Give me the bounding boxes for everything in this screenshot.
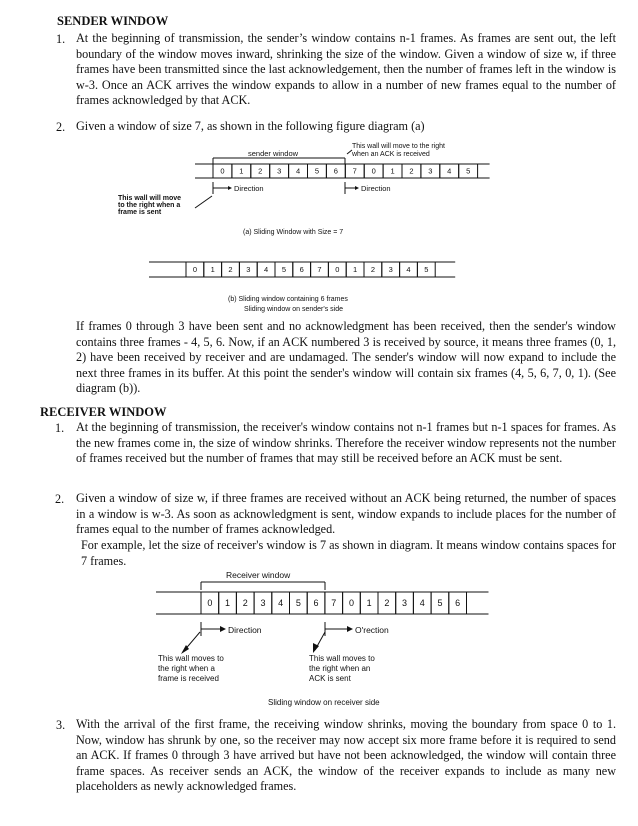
receiver-item-3: With the arrival of the first frame, the receiving window shrinks, moving the boundary from space 0 to 1. Now, window has shrunk by one, so the receiver may now accept six more frame before it is required to send an ACK. If frames 0 through 3 have arrived but have not been acknowledged, the window will contain three frame spaces. As receiver sends an ACK, the window of the receiver expands to include as many new placeholders as newly acknowledged frames. [76,717,616,794]
direction-label: Direction [361,184,391,193]
sender-b-cell-label: 1 [353,265,358,275]
left-wall-note-line1: This wall will move [118,195,182,202]
sender-a-cell-label: 5 [314,166,320,176]
figure-a-caption: (a) Sliding Window with Size = 7 [243,229,344,236]
direction-left-label: Direction [228,625,262,635]
left-wall-note-line2: to the right when a [118,202,181,209]
sender-a-cell-label: 3 [428,166,433,176]
left-wall-note-line2: the right when a [158,664,215,673]
sender-window-label: sender window [248,149,299,158]
receiver-cell-label: 2 [242,598,248,609]
sender-b-cell-label: 6 [299,265,304,275]
right-wall-note-line1: This wall moves to [309,654,375,663]
sender-a-cell-label: 5 [466,166,471,176]
sender-a-cell-label: 4 [447,166,452,176]
sender-a-cell-label: 3 [277,166,282,176]
receiver-cell-label: 6 [455,598,461,609]
sender-heading: SENDER WINDOW [57,14,169,28]
sender-b-cell-label: 2 [370,265,375,275]
receiver-cell-label: 6 [313,598,319,609]
receiver-cell-label: 4 [419,598,425,609]
receiver-cell-label: 0 [207,598,213,609]
sender-b-cell-label: 3 [246,265,251,275]
receiver-cell-label: 1 [366,598,372,609]
figure-b-caption-2: Sliding window on sender's side [244,306,344,313]
sender-a-cell-label: 1 [390,166,395,176]
sender-b-cell-label: 5 [424,265,429,275]
receiver-item-2: Given a window of size w, if three frames are received without an ACK being returned, the number of spaces in a window is w-3. As soon as acknowledgment is sent, window expands to include places for the number of frames equal to the number of frames acknowledged. [76,491,616,537]
sender-b-cell-label: 0 [335,265,340,275]
direction-right-label: O'rection [355,625,389,635]
direction-label: Direction [234,184,264,193]
sender-a-cell-label: 1 [239,166,244,176]
receiver-cell-label: 4 [278,598,284,609]
receiver-cell-label: 7 [331,598,337,609]
receiver-cell-label: 5 [295,598,301,609]
sender-a-cell-label: 7 [352,166,357,176]
sender-b-cell-label: 0 [192,265,197,275]
sender-item-2: Given a window of size 7, as shown in the following figure diagram (a) [76,119,425,133]
left-wall-note-line3: frame is received [158,674,219,683]
sender-b-cell-label: 1 [210,265,215,275]
receiver-cell-label: 3 [402,598,408,609]
sender-b-cell-label: 4 [264,265,269,275]
receiver-cell-label: 0 [348,598,354,609]
sender-a-cell-label: 0 [371,166,376,176]
sender-a-cell-label: 0 [220,166,225,176]
sender-b-cell-label: 5 [281,265,286,275]
receiver-cell-label: 3 [260,598,266,609]
receiver-example: For example, let the size of receiver's window is 7 as shown in diagram. It means window contains spaces for 7 frames. [81,538,616,568]
receiver-item-1: At the beginning of transmission, the receiver's window contains not n-1 frames but n-1 spaces for frames. As the new frames come in, the size of window shrinks. Therefore the receiver window represents not the number of frames received but the number of frames that may still be received before an ACK must be sent. [76,420,616,466]
list-number: 2. [55,492,65,506]
list-number: 1. [55,421,65,435]
left-wall-note-line3: frame is sent [118,209,162,216]
sender-b-cell-label: 2 [228,265,233,275]
list-number: 2. [56,120,66,134]
sender-paragraph: If frames 0 through 3 have been sent and no acknowledgment has been received, then the sender's window contains three frames - 4, 5, 6. Now, if an ACK numbered 3 is received by source, it means three frames (0, 1, 2) have been received by receiver and are undamaged. The sender's window will now expand to include the next three frames in its buffer. At this point the sender's window will contain six frames (4, 5, 6, 7, 0, 1). (See diagram (b)). [76,319,616,396]
left-wall-note-line1: This wall moves to [158,654,224,663]
receiver-cell-label: 5 [437,598,443,609]
sender-a-cell-label: 2 [258,166,263,176]
list-number: 3. [56,718,66,732]
sender-item-1: At the beginning of transmission, the sender’s window contains n-1 frames. As frames are sent out, the left boundary of the window moves inward, shrinking the size of the window. Given a window of size w, if three frames have been transmitted since the last acknowledgement, then the number of frames left in the window is w-3. Once an ACK arrives the window expands to allow in a number of new frames equal to the number of frames acknowledged by that ACK. [76,31,616,108]
receiver-heading: RECEIVER WINDOW [40,405,167,419]
right-wall-note-line1: This wall will move to the right [352,143,445,150]
right-wall-note-line2: when an ACK is received [352,151,430,158]
sender-a-cell-label: 4 [295,166,301,176]
sender-b-cell-label: 4 [406,265,411,275]
list-number: 1. [56,32,66,46]
receiver-cell-label: 1 [225,598,231,609]
sender-b-cell-label: 7 [317,265,322,275]
figure-b-caption: (b) Sliding window containing 6 frames [228,296,348,303]
right-wall-note-line3: ACK is sent [309,674,351,683]
sender-b-cell-label: 3 [388,265,393,275]
sender-a-cell-label: 2 [409,166,414,176]
receiver-window-label: Receiver window [226,570,291,580]
receiver-cell-label: 2 [384,598,390,609]
sender-a-cell-label: 6 [333,166,338,176]
right-wall-note-line2: the right when an [309,664,371,673]
receiver-figure-caption: Sliding window on receiver side [268,698,380,707]
